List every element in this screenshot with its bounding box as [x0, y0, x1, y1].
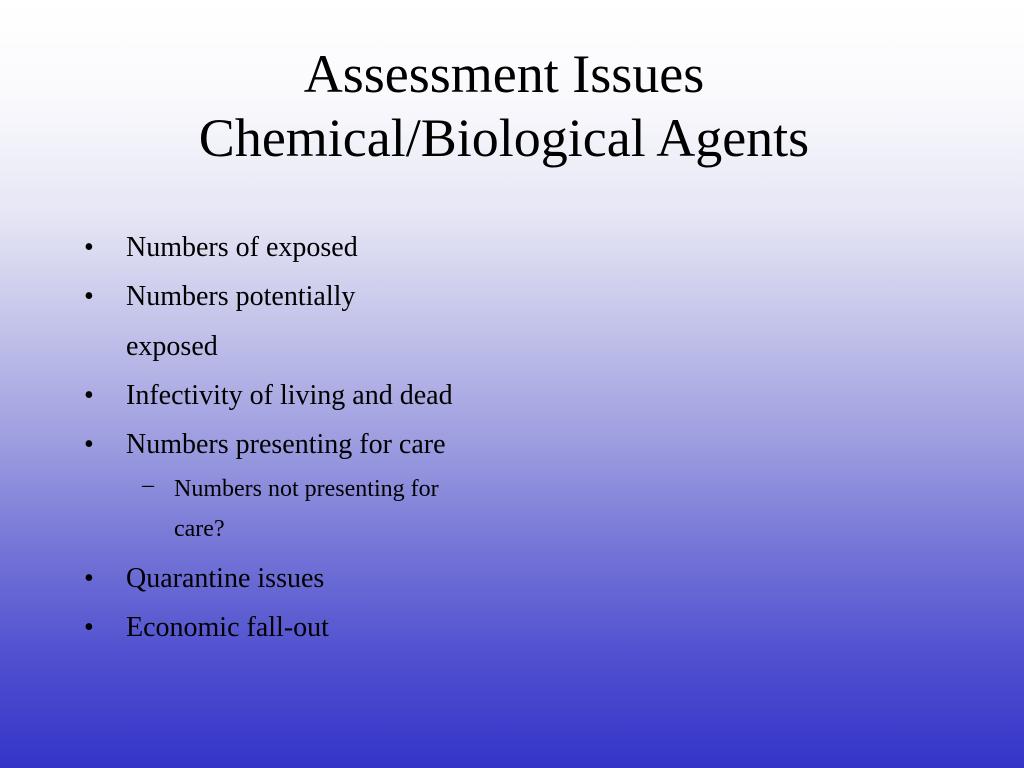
- bullet-text: Numbers potentially exposed: [126, 281, 356, 362]
- bullet-item: [84, 228, 504, 268]
- bullet-item: [84, 425, 486, 549]
- bullet-marker: •: [84, 429, 94, 460]
- bullet-list: [84, 228, 504, 657]
- bullet-marker: •: [84, 380, 94, 411]
- bullet-text: Numbers presenting for care: [126, 429, 446, 460]
- title-line-1: Assessment Issues: [303, 44, 705, 104]
- bullet-text: Economic fall-out: [126, 612, 329, 643]
- bullet-item: [84, 376, 466, 416]
- bullet-item: [84, 272, 446, 372]
- bullet-text: Quarantine issues: [126, 563, 325, 594]
- bullet-text: Infectivity of living and dead: [126, 380, 453, 411]
- bullet-marker: •: [84, 563, 94, 594]
- bullet-marker: •: [84, 281, 94, 312]
- slide-title: [0, 42, 1008, 170]
- bullet-item: [84, 559, 504, 599]
- sub-bullet-list: [126, 469, 486, 549]
- sub-bullet-item: [130, 469, 494, 549]
- sub-bullet-marker: –: [142, 472, 154, 498]
- bullet-text: Numbers of exposed: [126, 232, 358, 263]
- sub-bullet-text: Numbers not presenting for care?: [174, 476, 439, 542]
- title-line-2: Chemical/Biological Agents: [198, 108, 810, 168]
- bullet-marker: •: [84, 612, 94, 643]
- bullet-marker: •: [84, 232, 94, 263]
- bullet-item: [84, 608, 504, 648]
